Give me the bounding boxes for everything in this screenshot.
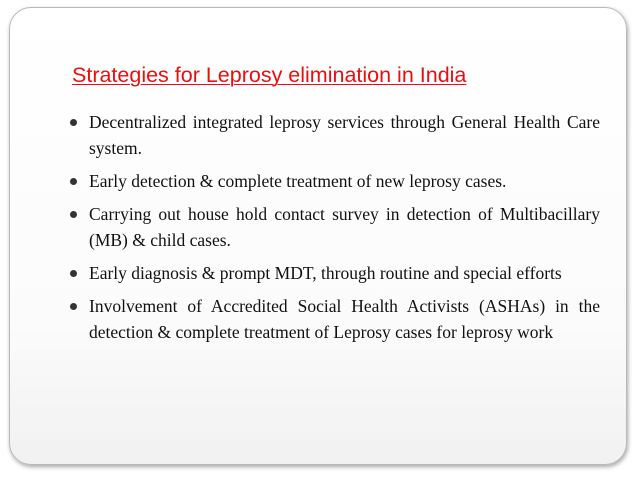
bullet-text: Involvement of Accredited Social Health Activists (ASHAs) in the detection & complete treatment of Leprosy cases for leprosy work [89,296,600,342]
bullet-text: Early diagnosis & prompt MDT, through routine and special efforts [89,263,562,283]
bullet-text: Decentralized integrated leprosy services through General Health Care system. [89,112,600,158]
bullet-item [70,260,600,286]
bullet-list [70,109,600,352]
bullet-dot-icon [70,119,77,126]
bullet-text: Early detection & complete treatment of new leprosy cases. [89,171,507,191]
bullet-item [70,168,600,194]
bullet-dot-icon [70,270,77,277]
slide-title: Strategies for Leprosy elimination in India [72,63,467,87]
bullet-dot-icon [70,303,77,310]
bullet-text: Carrying out house hold contact survey in detection of Multibacillary (MB) & child cases. [89,204,600,250]
bullet-item [70,201,600,253]
bullet-dot-icon [70,178,77,185]
bullet-item [70,109,600,161]
bullet-dot-icon [70,211,77,218]
bullet-item [70,293,600,345]
